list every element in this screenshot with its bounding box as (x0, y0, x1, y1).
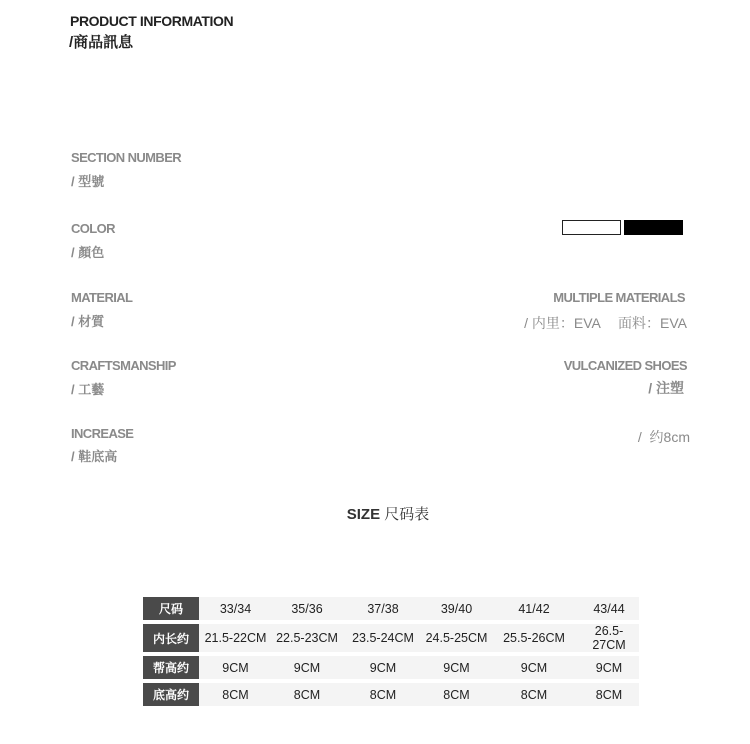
material-label-cn: / 材質 (71, 314, 105, 329)
page-title-en: PRODUCT INFORMATION (70, 13, 234, 29)
increase-value: / 约8cm (637, 429, 690, 445)
row-header: 尺码 (143, 597, 199, 620)
size-title-cn: 尺码表 (384, 506, 430, 523)
table-cell: 24.5-25CM (424, 624, 489, 652)
increase-label: INCREASE (71, 426, 134, 441)
table-cell: 8CM (424, 683, 489, 706)
craftsmanship-value-cn: / 注塑 (648, 380, 684, 396)
table-cell: 8CM (579, 683, 639, 706)
table-row (143, 656, 639, 679)
row-header: 内长约 (143, 624, 199, 652)
size-table (143, 593, 639, 710)
size-chart-title (0, 503, 750, 524)
row-header: 帮高约 (143, 656, 199, 679)
table-cell: 43/44 (579, 597, 639, 620)
table-row (143, 624, 639, 652)
table-row (143, 683, 639, 706)
row-header: 底高约 (143, 683, 199, 706)
table-cell: 8CM (489, 683, 579, 706)
table-cell: 26.5-27CM (579, 624, 639, 652)
table-cell: 9CM (579, 656, 639, 679)
page-title-cn: /商品訊息 (69, 34, 134, 51)
table-row (143, 597, 639, 620)
table-cell: 9CM (489, 656, 579, 679)
size-title-en: SIZE (346, 506, 381, 523)
table-cell: 8CM (272, 683, 342, 706)
material-value: MULTIPLE MATERIALS (553, 290, 685, 305)
table-cell: 9CM (199, 656, 272, 679)
section-number-label-cn: / 型號 (71, 174, 105, 189)
increase-label-cn: / 鞋底高 (71, 449, 118, 464)
section-number-label: SECTION NUMBER (71, 150, 182, 165)
table-cell: 35/36 (272, 597, 342, 620)
material-label: MATERIAL (71, 290, 133, 305)
table-cell: 37/38 (342, 597, 424, 620)
table-cell: 8CM (199, 683, 272, 706)
material-value-cn: / 内里：EVA 面料：EVA (524, 315, 687, 331)
color-swatch-white[interactable] (562, 220, 621, 235)
color-label-cn: / 顏色 (71, 245, 105, 260)
craftsmanship-label-cn: / 工藝 (71, 382, 105, 397)
table-cell: 25.5-26CM (489, 624, 579, 652)
table-cell: 9CM (272, 656, 342, 679)
table-cell: 23.5-24CM (342, 624, 424, 652)
table-cell: 9CM (342, 656, 424, 679)
table-cell: 8CM (342, 683, 424, 706)
table-cell: 41/42 (489, 597, 579, 620)
table-cell: 21.5-22CM (199, 624, 272, 652)
table-cell: 22.5-23CM (272, 624, 342, 652)
color-label: COLOR (71, 221, 115, 236)
table-cell: 9CM (424, 656, 489, 679)
craftsmanship-value: VULCANIZED SHOES (563, 358, 687, 373)
table-cell: 39/40 (424, 597, 489, 620)
craftsmanship-label: CRAFTSMANSHIP (71, 358, 176, 373)
table-cell: 33/34 (199, 597, 272, 620)
color-swatch-black[interactable] (624, 220, 683, 235)
